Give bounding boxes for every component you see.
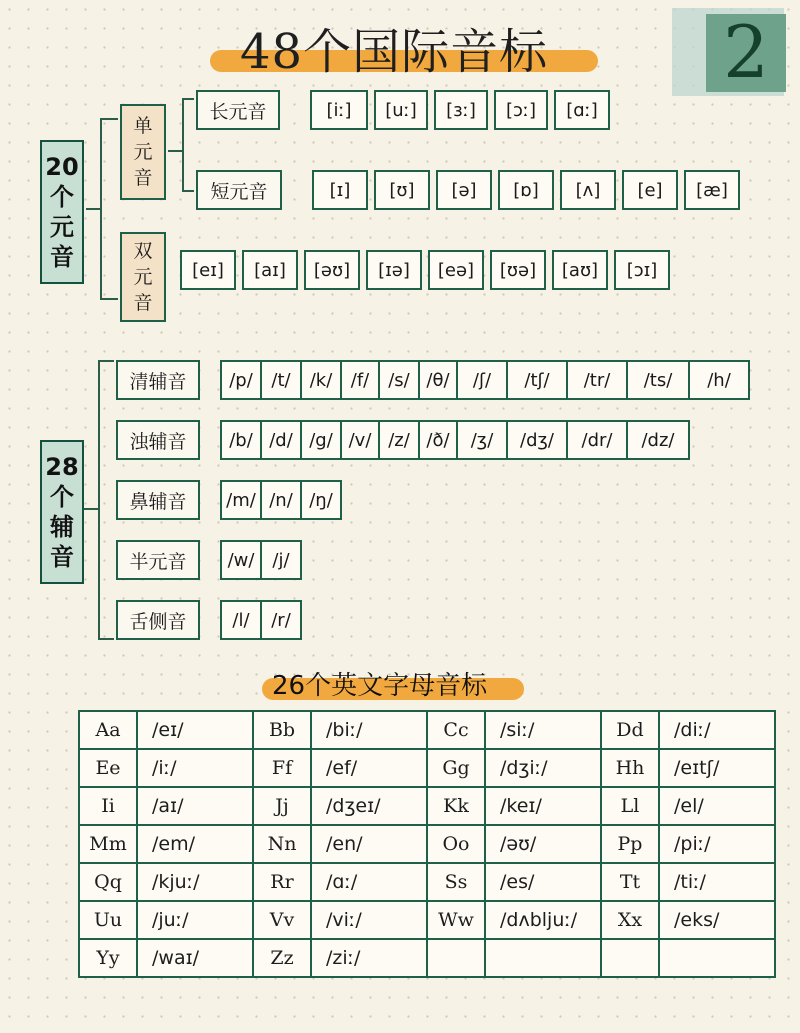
letter-cell: Gg (427, 749, 485, 787)
ipa-cell: /viː/ (311, 901, 427, 939)
diphthong-symbol: [əʊ] (304, 250, 360, 290)
consonant-symbol: /s/ (378, 360, 420, 400)
letter-cell: Dd (601, 711, 659, 749)
letter-cell: Ee (79, 749, 137, 787)
consonant-symbol: /b/ (220, 420, 262, 460)
title-area (210, 18, 610, 78)
ipa-cell: /eks/ (659, 901, 775, 939)
long-vowel-symbol: [ɑː] (554, 90, 610, 130)
vowel-group-char: 音 (50, 243, 74, 271)
consonant-brace (84, 508, 98, 510)
table-row (79, 711, 775, 749)
table-row (79, 901, 775, 939)
consonant-symbol: /tr/ (566, 360, 628, 400)
nasal-consonant-row (220, 480, 342, 520)
consonant-group-char: 个 (50, 483, 74, 511)
letter-cell: Ll (601, 787, 659, 825)
consonant-symbol: /h/ (688, 360, 750, 400)
vowel-group-label (40, 140, 84, 284)
letter-cell: Ww (427, 901, 485, 939)
diphthong-symbol: [eə] (428, 250, 484, 290)
long-vowel-symbol: [iː] (310, 90, 368, 130)
monophthong-brace (182, 98, 184, 192)
alphabet-title: 26个英文字母音标 (272, 671, 488, 701)
letter-cell: Aa (79, 711, 137, 749)
consonant-symbol: /j/ (260, 540, 302, 580)
ipa-cell: /ziː/ (311, 939, 427, 977)
ipa-cell: /el/ (659, 787, 775, 825)
table-row (79, 787, 775, 825)
ipa-cell: /ɑː/ (311, 863, 427, 901)
ipa-cell: /es/ (485, 863, 601, 901)
letter-cell: Ss (427, 863, 485, 901)
vowel-brace (86, 208, 100, 210)
monophthong-brace (182, 98, 194, 100)
ipa-cell: /waɪ/ (137, 939, 253, 977)
ipa-cell: /biː/ (311, 711, 427, 749)
ipa-cell: /siː/ (485, 711, 601, 749)
letter-cell: Rr (253, 863, 311, 901)
nasal-consonant-label: 鼻辅音 (116, 480, 200, 520)
monophthong-brace (168, 150, 182, 152)
letter-cell: Uu (79, 901, 137, 939)
vowel-brace (100, 298, 118, 300)
letter-cell: Nn (253, 825, 311, 863)
short-vowel-symbol: [ʌ] (560, 170, 616, 210)
consonant-symbol: /ts/ (626, 360, 690, 400)
voiceless-consonant-row (220, 360, 750, 400)
ipa-cell: /dʒiː/ (485, 749, 601, 787)
consonant-symbol: /d/ (260, 420, 302, 460)
page-title: 48个国际音标 (240, 24, 549, 80)
short-vowel-symbol: [e] (622, 170, 678, 210)
ipa-cell: /dʒeɪ/ (311, 787, 427, 825)
consonant-brace (98, 638, 114, 640)
letter-cell: Cc (427, 711, 485, 749)
letter-cell: Zz (253, 939, 311, 977)
consonant-symbol: /r/ (260, 600, 302, 640)
table-row (79, 749, 775, 787)
diphthong-symbol: [ɪə] (366, 250, 422, 290)
ipa-cell: /dʌbljuː/ (485, 901, 601, 939)
consonant-symbol: /n/ (260, 480, 302, 520)
consonant-symbol: /dr/ (566, 420, 628, 460)
empty-cell (659, 939, 775, 977)
letter-cell: Vv (253, 901, 311, 939)
consonant-symbol: /f/ (340, 360, 380, 400)
diphthong-symbol: [ɔɪ] (614, 250, 670, 290)
semivowel-label: 半元音 (116, 540, 200, 580)
consonant-symbol: /k/ (300, 360, 342, 400)
ipa-cell: /diː/ (659, 711, 775, 749)
letter-cell: Yy (79, 939, 137, 977)
letter-cell: Kk (427, 787, 485, 825)
table-row (79, 825, 775, 863)
consonant-group-char: 音 (50, 543, 74, 571)
letter-cell: Qq (79, 863, 137, 901)
ipa-cell: /aɪ/ (137, 787, 253, 825)
lateral-consonant-label: 舌侧音 (116, 600, 200, 640)
short-vowel-symbol: [æ] (684, 170, 740, 210)
consonant-symbol: /θ/ (418, 360, 458, 400)
semivowel-row (220, 540, 302, 580)
consonant-group-char: 辅 (50, 513, 74, 541)
long-vowel-label: 长元音 (196, 90, 280, 130)
letter-cell: Hh (601, 749, 659, 787)
diphthong-char: 元 (133, 266, 153, 288)
ipa-cell: /eɪtʃ/ (659, 749, 775, 787)
letter-cell: Xx (601, 901, 659, 939)
consonant-symbol: /m/ (220, 480, 262, 520)
short-vowel-symbol: [ɒ] (498, 170, 554, 210)
consonant-symbol: /p/ (220, 360, 262, 400)
long-vowel-symbol: [uː] (374, 90, 428, 130)
consonant-group-char: 28 (45, 453, 79, 481)
ipa-cell: /iː/ (137, 749, 253, 787)
ipa-cell: /ef/ (311, 749, 427, 787)
vowel-brace (100, 118, 102, 300)
diphthong-char: 双 (133, 240, 153, 262)
consonant-symbol: /dz/ (626, 420, 690, 460)
short-vowel-symbol: [ɪ] (312, 170, 368, 210)
consonant-symbol: /ŋ/ (300, 480, 342, 520)
ipa-cell: /juː/ (137, 901, 253, 939)
consonant-symbol: /z/ (378, 420, 420, 460)
vowel-group-char: 元 (50, 213, 74, 241)
ipa-cell: /keɪ/ (485, 787, 601, 825)
diphthong-symbol: [aɪ] (242, 250, 298, 290)
empty-cell (601, 939, 659, 977)
ipa-cell: /em/ (137, 825, 253, 863)
consonant-symbol: /ð/ (418, 420, 458, 460)
diphthong-symbol: [eɪ] (180, 250, 236, 290)
vowel-brace (100, 118, 118, 120)
page-number: 2 (723, 10, 769, 94)
letter-cell: Ii (79, 787, 137, 825)
consonant-symbol: /tʃ/ (506, 360, 568, 400)
diphthong-symbol: [aʊ] (552, 250, 608, 290)
long-vowel-symbol: [ɜː] (434, 90, 488, 130)
short-vowel-label: 短元音 (196, 170, 282, 210)
diphthong-symbol: [ʊə] (490, 250, 546, 290)
monophthong-char: 元 (133, 141, 153, 163)
letter-cell: Oo (427, 825, 485, 863)
lateral-consonant-row (220, 600, 302, 640)
ipa-cell: /eɪ/ (137, 711, 253, 749)
alphabet-table (78, 710, 776, 978)
ipa-cell: /tiː/ (659, 863, 775, 901)
table-row (79, 863, 775, 901)
monophthong-char: 单 (133, 115, 153, 137)
letter-cell: Pp (601, 825, 659, 863)
long-vowel-row (310, 90, 610, 130)
consonant-symbol: /v/ (340, 420, 380, 460)
short-vowel-symbol: [ə] (436, 170, 492, 210)
consonant-symbol: /ʃ/ (456, 360, 508, 400)
consonant-symbol: /t/ (260, 360, 302, 400)
monophthong-label (120, 104, 166, 200)
letter-cell: Tt (601, 863, 659, 901)
short-vowel-row (312, 170, 740, 210)
letter-cell: Ff (253, 749, 311, 787)
voiced-consonant-row (220, 420, 690, 460)
ipa-cell: /kjuː/ (137, 863, 253, 901)
ipa-cell: /en/ (311, 825, 427, 863)
consonant-symbol: /l/ (220, 600, 262, 640)
vowel-group-char: 20 (45, 153, 79, 181)
consonant-symbol: /ʒ/ (456, 420, 508, 460)
diphthong-label (120, 232, 166, 322)
monophthong-brace (182, 190, 194, 192)
consonant-symbol: /g/ (300, 420, 342, 460)
long-vowel-symbol: [ɔː] (494, 90, 548, 130)
table-row (79, 939, 775, 977)
consonant-symbol: /w/ (220, 540, 262, 580)
consonant-brace (98, 360, 114, 362)
letter-cell: Bb (253, 711, 311, 749)
short-vowel-symbol: [ʊ] (374, 170, 430, 210)
empty-cell (427, 939, 485, 977)
monophthong-char: 音 (133, 167, 153, 189)
consonant-brace (98, 360, 100, 640)
empty-cell (485, 939, 601, 977)
ipa-cell: /əʊ/ (485, 825, 601, 863)
letter-cell: Jj (253, 787, 311, 825)
consonant-group-label (40, 440, 84, 584)
vowel-group-char: 个 (50, 183, 74, 211)
voiced-consonant-label: 浊辅音 (116, 420, 200, 460)
letter-cell: Mm (79, 825, 137, 863)
voiceless-consonant-label: 清辅音 (116, 360, 200, 400)
consonant-symbol: /dʒ/ (506, 420, 568, 460)
diphthong-row (180, 250, 670, 290)
diphthong-char: 音 (133, 292, 153, 314)
ipa-cell: /piː/ (659, 825, 775, 863)
